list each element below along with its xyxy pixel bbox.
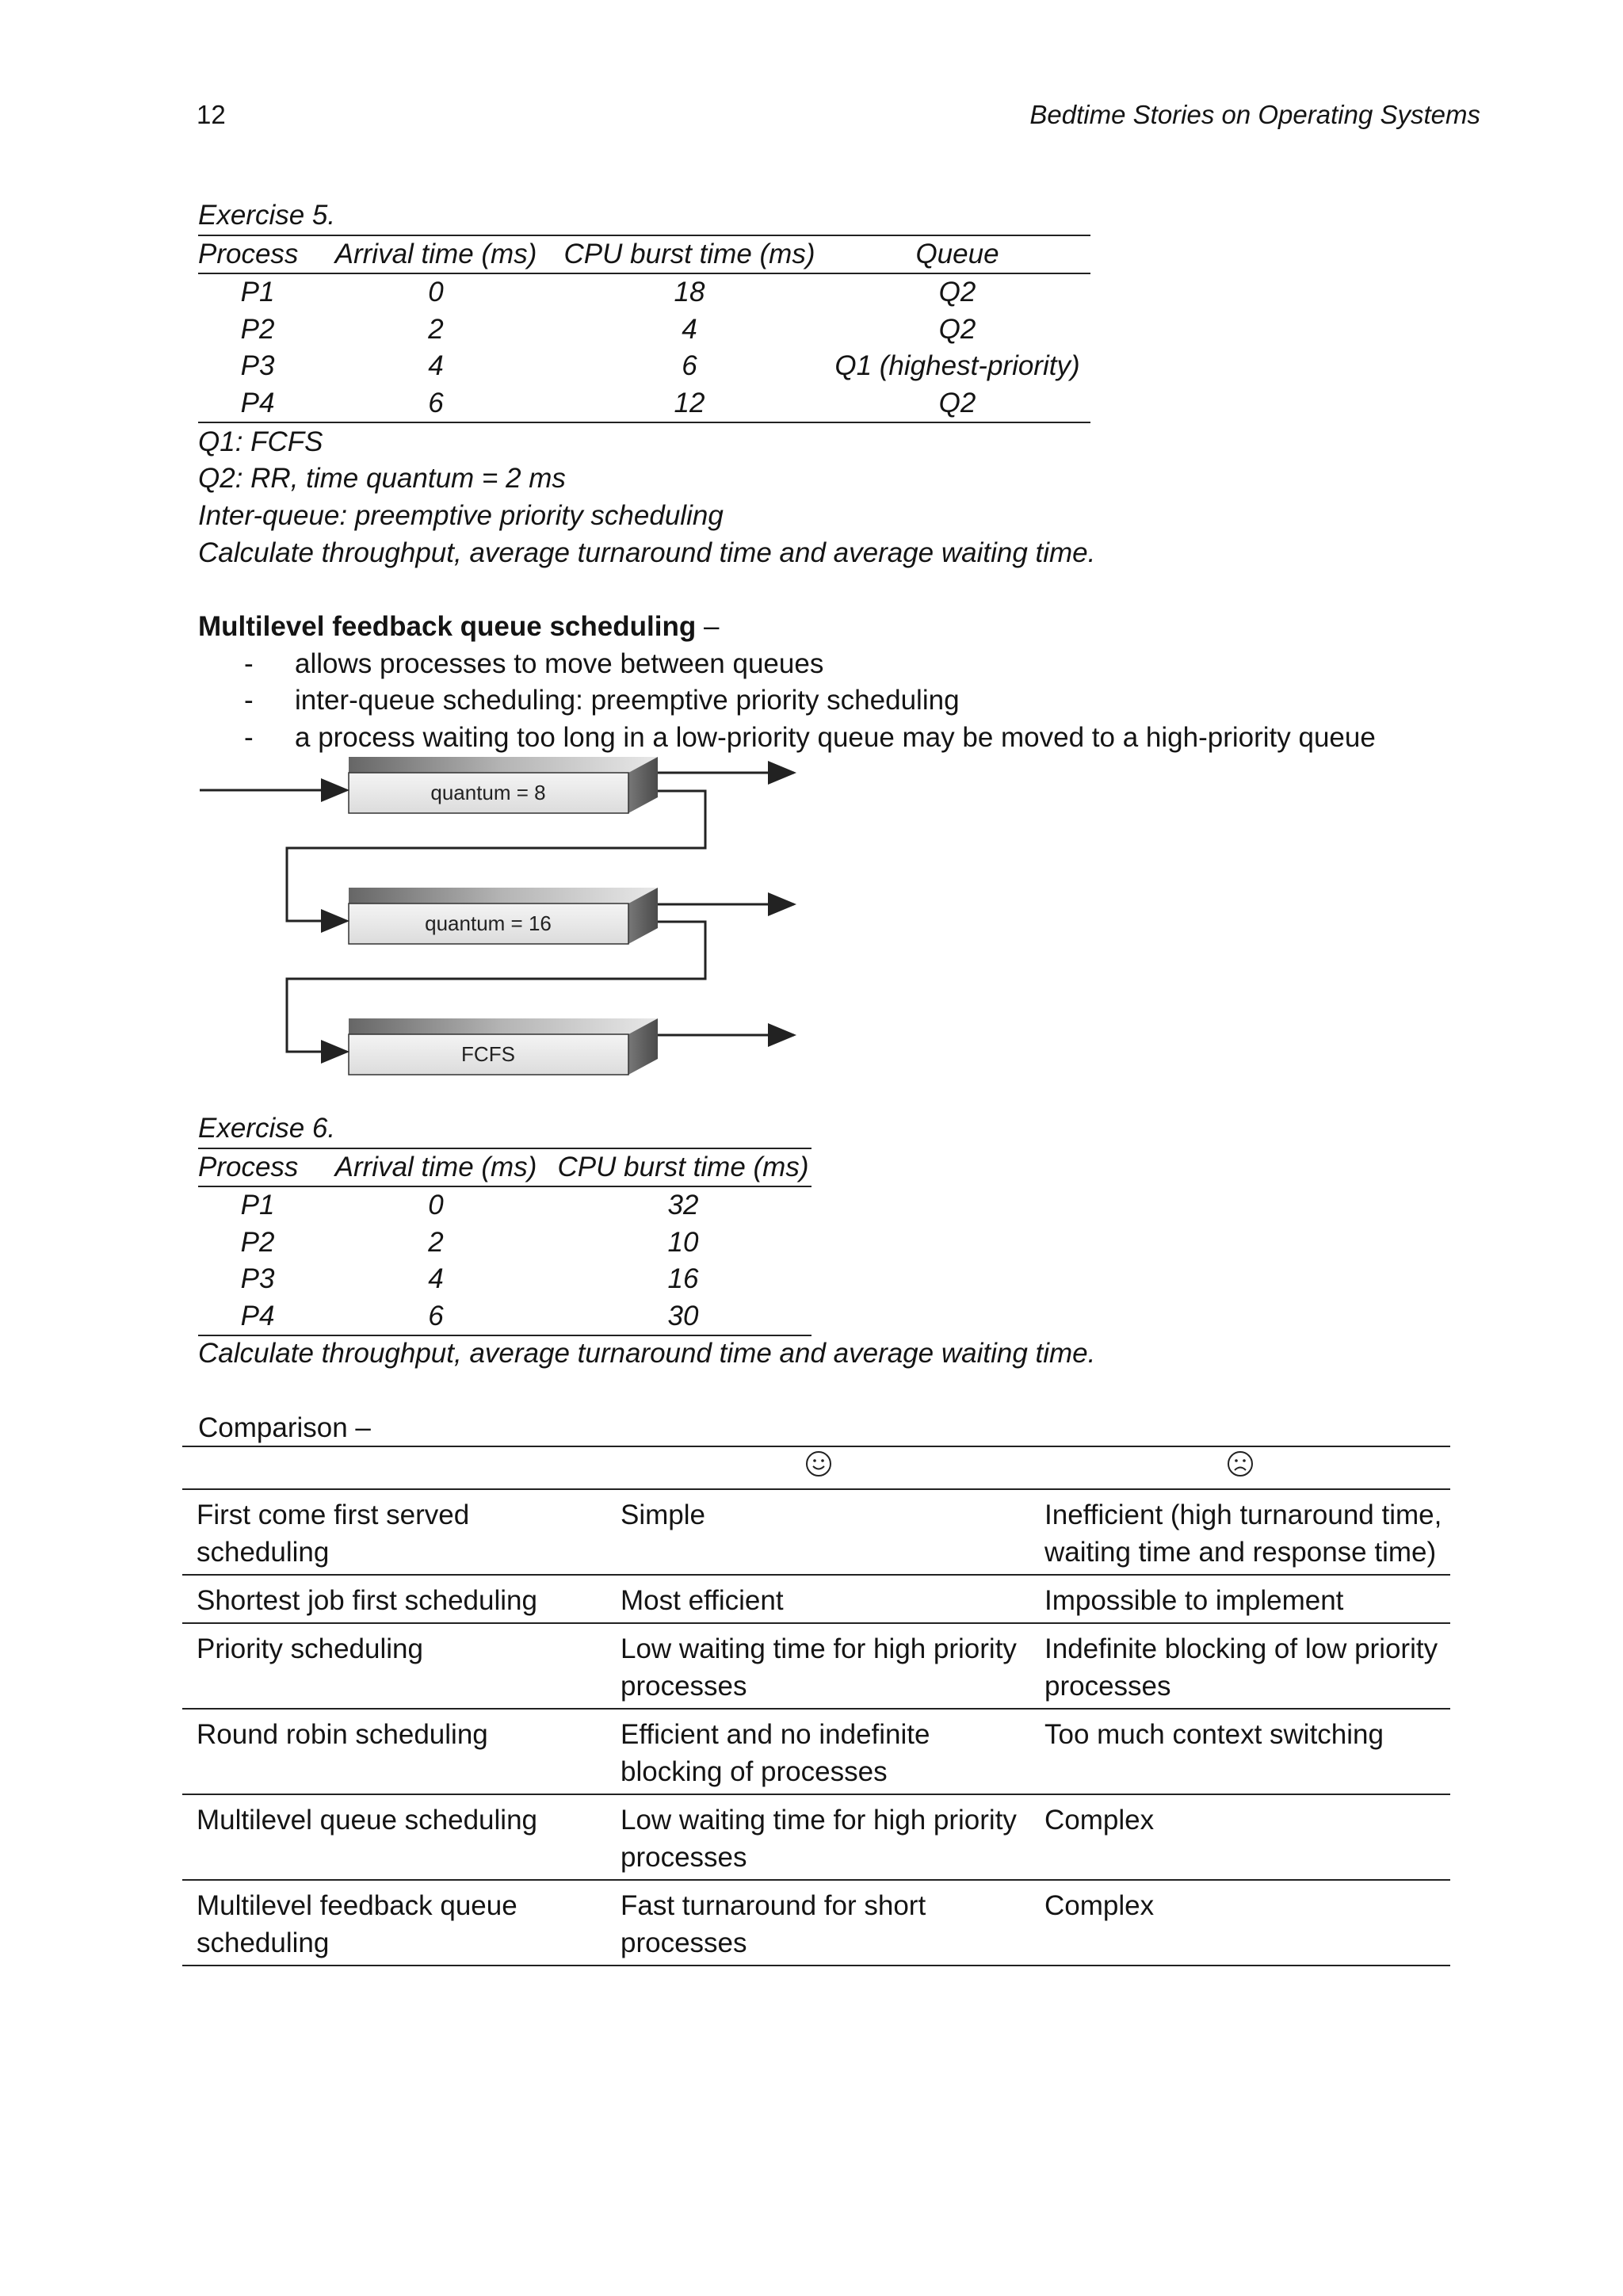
queue-label: quantum = 16 [425,911,552,935]
table-cell: 16 [667,1263,699,1295]
table-cell: Fast turnaround for short processes [621,1890,926,1958]
table-header-row [198,1148,812,1186]
table-cell: Complex [1044,1805,1155,1836]
comparison-table [182,1446,1450,1966]
table-cell: 4 [428,1263,444,1295]
queue-box [349,1018,658,1075]
table-cell: P3 [240,350,275,382]
column-header: CPU burst time (ms) [555,1148,812,1186]
table-cell: 10 [667,1226,699,1258]
table-cell: Low waiting time for high priority processes [621,1805,1017,1873]
table-cell: Inefficient (high turnaround time, waiting time and response time) [1044,1499,1442,1568]
bullet-marker: - [244,685,254,716]
column-header: CPU burst time (ms) [555,235,824,273]
table-cell: P1 [240,277,275,308]
exercise6-note: Calculate throughput, average turnaround time and average waiting time. [198,1338,1096,1369]
table-cell: 0 [428,1190,444,1221]
table-cell: 32 [667,1190,699,1221]
table-cell: 4 [428,350,444,382]
table-cell: 2 [428,1226,444,1258]
column-header [182,1446,606,1489]
bullet-text: a process waiting too long in a low-priority queue may be moved to a high-priority queue [295,722,1376,753]
table-cell: 6 [317,385,555,423]
sad-face-icon [1227,1450,1254,1477]
table-cell: 4 [682,313,697,345]
mlfq-diagram [190,745,808,1078]
queue-box [349,757,658,813]
page-number: 12 [197,100,226,129]
table-cell: Efficient and no indefinite blocking of processes [621,1719,930,1787]
queue-top-face [349,888,658,904]
table-cell: P4 [198,385,317,423]
table-cell: Multilevel feedback queue scheduling [197,1890,517,1958]
pros-header [606,1446,1030,1489]
table-row [198,1298,812,1336]
exercise5-note: Q1: FCFS [198,426,323,457]
column-header: Process [198,235,317,273]
table-cell: Most efficient [621,1585,784,1616]
table-cell: Shortest job first scheduling [197,1585,537,1616]
table-cell: Complex [1044,1890,1155,1921]
exercise6-table [198,1148,812,1336]
column-header: Queue [824,235,1090,273]
table-row [198,1186,812,1224]
running-title: Bedtime Stories on Operating Systems [1029,100,1480,129]
table-cell: Q2 [824,385,1090,423]
table-cell: First come first served scheduling [197,1499,470,1568]
table-cell: 30 [555,1298,812,1336]
queue-label: FCFS [461,1042,515,1066]
bullet-marker: - [244,722,254,753]
table-cell: Round robin scheduling [197,1719,488,1750]
table-cell: P1 [240,1190,275,1221]
table-row [182,1623,1450,1709]
bullet-marker: - [244,648,254,679]
table-row [198,1261,812,1298]
table-cell: Q2 [938,313,976,345]
smiley-face-icon [805,1450,832,1477]
exercise6-title: Exercise 6. [198,1113,336,1144]
table-row [198,273,1090,311]
table-cell: P4 [198,1298,317,1336]
table-header-row [182,1446,1450,1489]
table-cell: Low waiting time for high priority processes [621,1633,1017,1702]
table-cell: P2 [240,1226,275,1258]
column-header: Arrival time (ms) [317,235,555,273]
table-cell: 12 [555,385,824,423]
table-row [198,348,1090,385]
table-cell: Q2 [938,277,976,308]
queue-label: quantum = 8 [430,781,546,804]
bullet-text: inter-queue scheduling: preemptive priority scheduling [295,685,960,716]
table-cell: Impossible to implement [1044,1585,1344,1616]
table-cell: Priority scheduling [197,1633,423,1664]
table-row [182,1489,1450,1575]
table-cell: 18 [674,277,705,308]
table-row [182,1575,1450,1623]
queue-top-face [349,757,658,773]
table-cell: P2 [240,313,275,345]
table-header-row [198,235,1090,273]
table-cell: Indefinite blocking of low priority processes [1044,1633,1438,1702]
comparison-title: Comparison – [198,1412,371,1443]
column-header: Process [198,1148,317,1186]
section-heading-text: Multilevel feedback queue scheduling [198,611,697,642]
table-cell: Q1 (highest-priority) [834,350,1080,382]
section-heading [198,611,719,643]
bullet-text: allows processes to move between queues [295,648,824,679]
table-cell: 0 [428,277,444,308]
table-cell: Too much context switching [1044,1719,1384,1750]
exercise5-note: Q2: RR, time quantum = 2 ms [198,463,566,494]
table-row [182,1880,1450,1966]
table-cell: 6 [682,350,697,382]
table-row [198,311,1090,349]
exercise5-note: Inter-queue: preemptive priority scheduling [198,500,724,531]
table-cell: Multilevel queue scheduling [197,1805,537,1836]
table-cell: 6 [317,1298,555,1336]
table-row [182,1794,1450,1880]
table-row [182,1709,1450,1794]
section-heading-suffix: – [696,611,720,642]
table-cell: 2 [428,313,444,345]
table-row [198,1224,812,1262]
table-cell: P3 [240,1263,275,1295]
exercise5-note: Calculate throughput, average turnaround time and average waiting time. [198,537,1096,568]
exercise5-title: Exercise 5. [198,200,336,231]
cons-header [1030,1446,1450,1489]
exercise5-table [198,235,1090,423]
column-header: Arrival time (ms) [317,1148,555,1186]
table-cell: Simple [621,1499,705,1530]
queue-box [349,888,658,944]
queue-top-face [349,1018,658,1034]
table-row [198,385,1090,423]
